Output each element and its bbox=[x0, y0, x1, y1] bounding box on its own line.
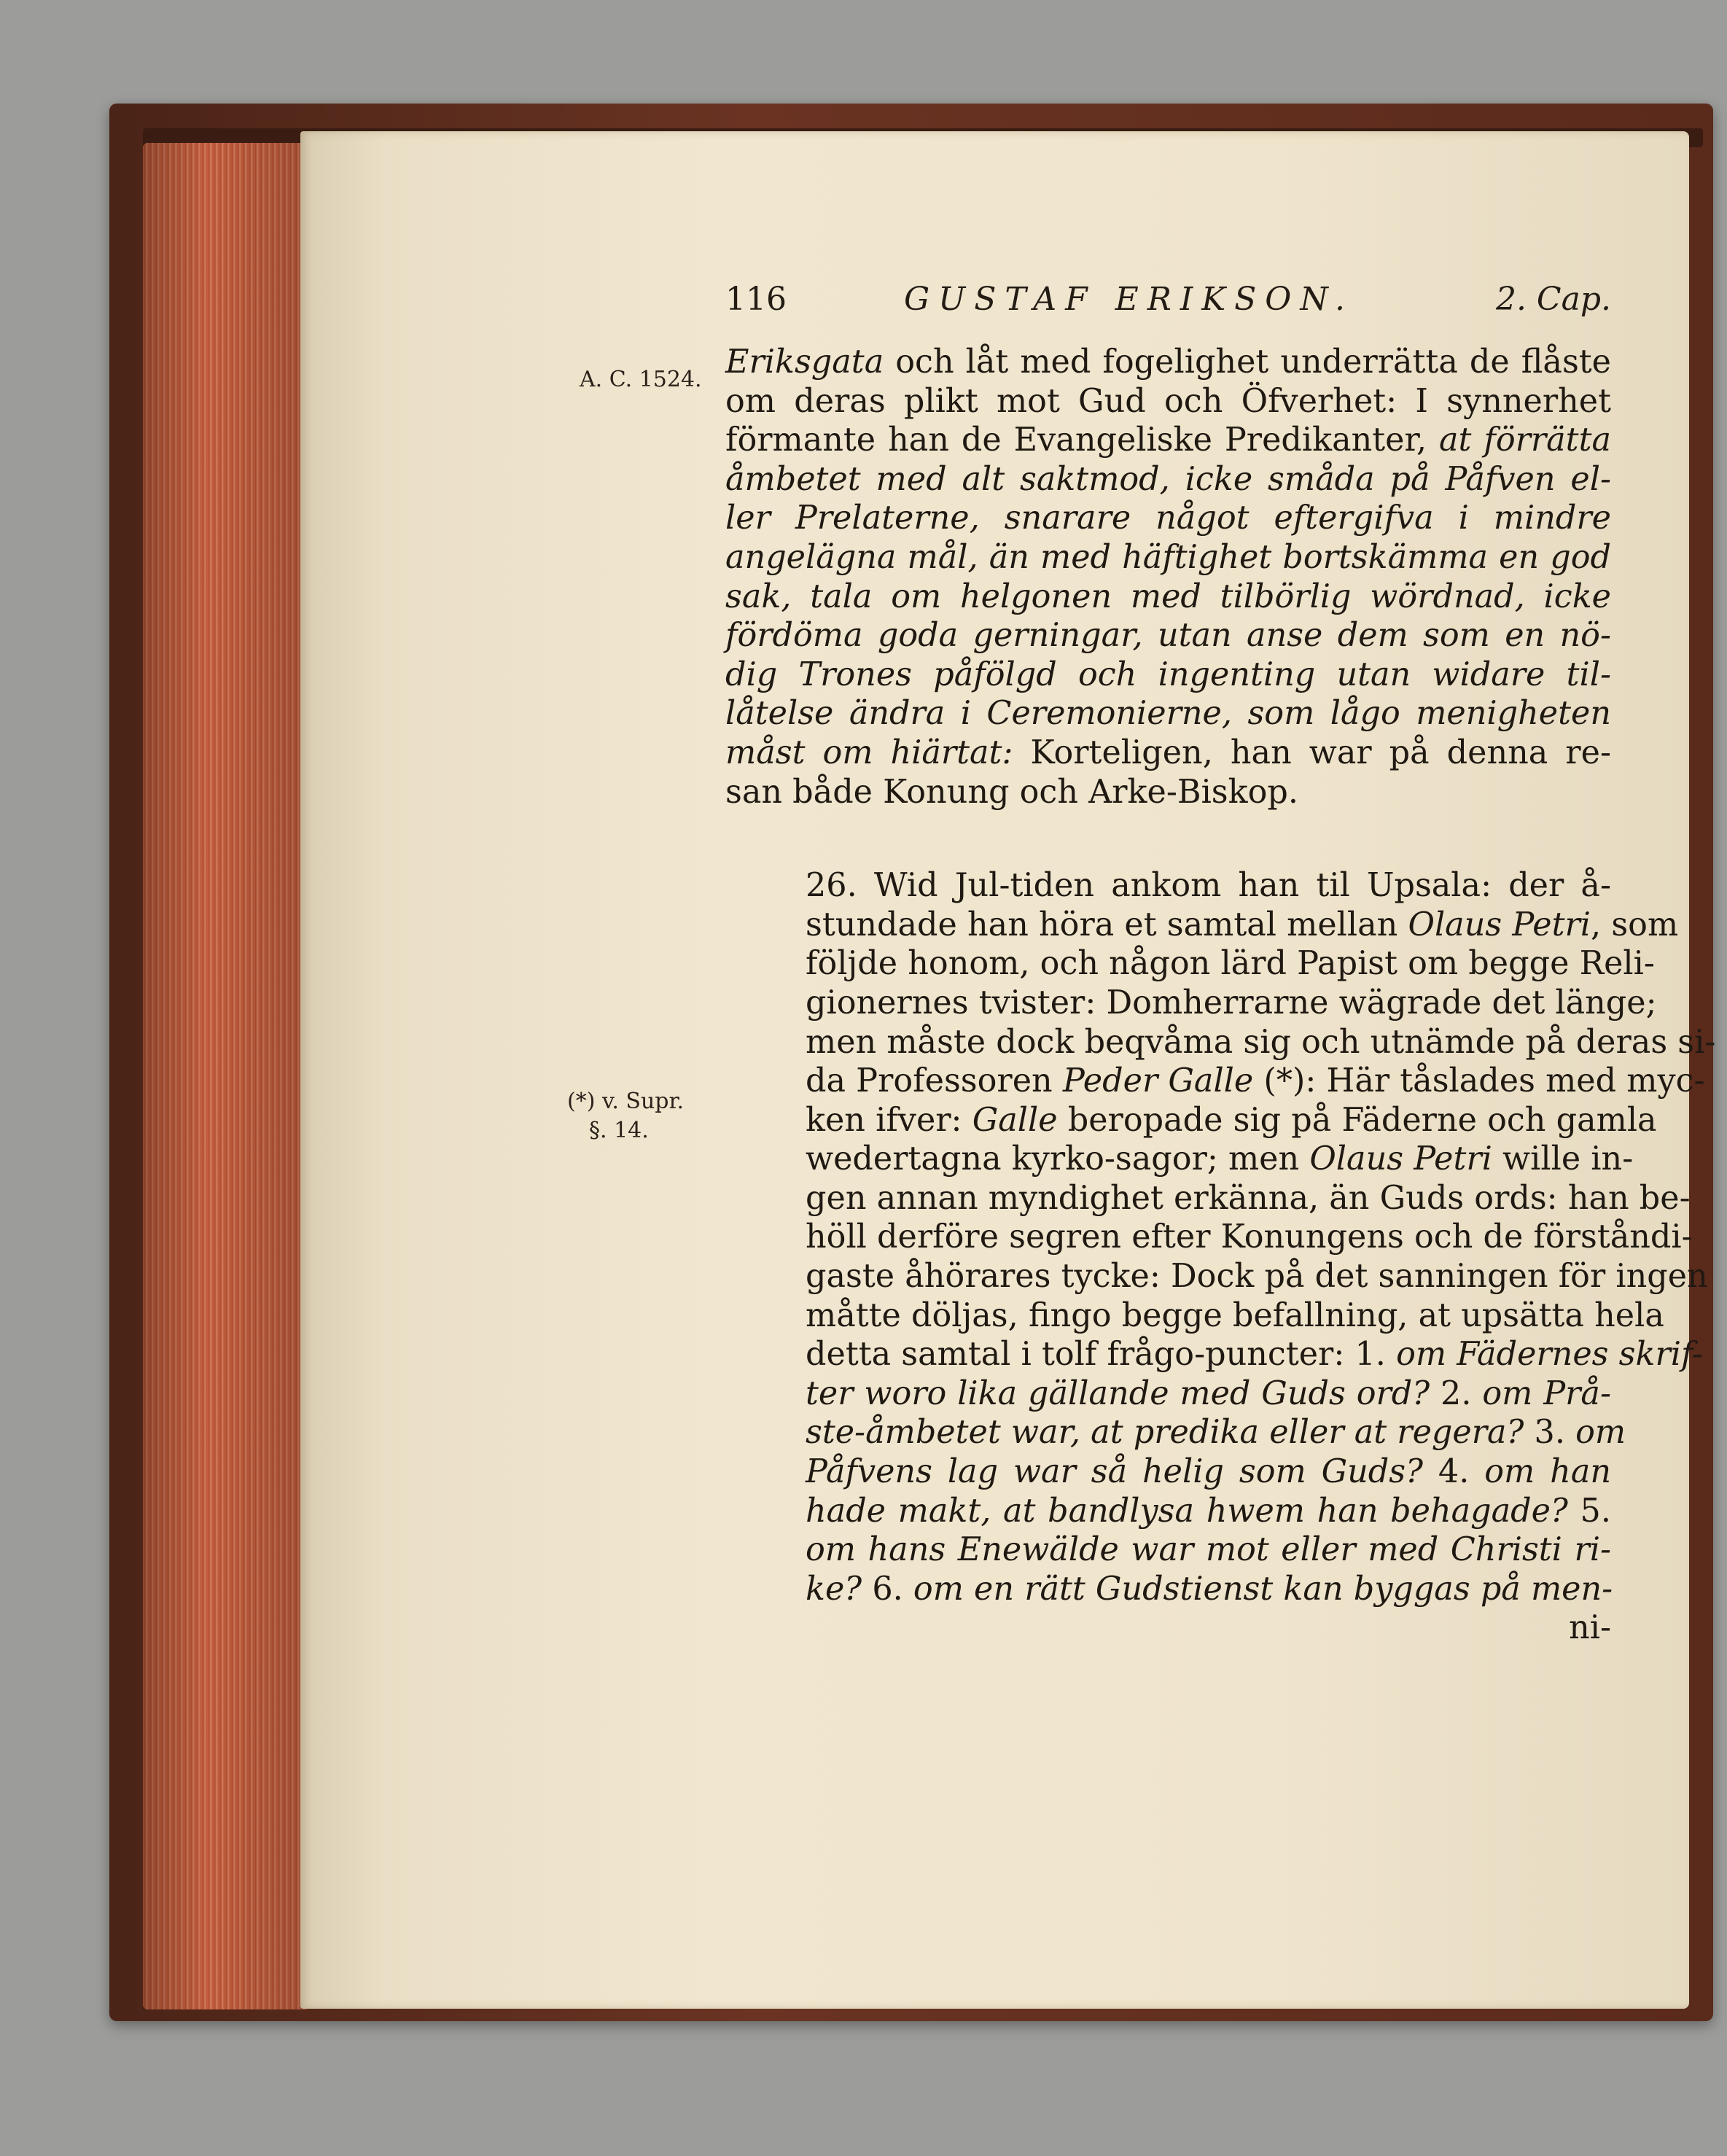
body-text bbox=[725, 343, 1716, 1648]
text-line: Eriksgata och låt med fogelighet underrätta de flåste bbox=[725, 343, 1611, 381]
text-line: wedertagna kyrko-sagor; men Olaus Petri wille in- bbox=[806, 1140, 1634, 1178]
paragraph-1 bbox=[725, 343, 1611, 812]
page-number: 116 bbox=[725, 281, 787, 318]
text-line: sak, tala om helgonen med tilbörlig wördnad, icke bbox=[725, 577, 1611, 615]
text-line: förmante han de Evangeliske Predikanter, at förrätta bbox=[725, 421, 1611, 459]
text-line: måtte döljas, fingo begge befallning, at upsätta hela bbox=[806, 1296, 1664, 1334]
text-line: men måste dock beqvåma sig och utnämde på deras si- bbox=[806, 1023, 1716, 1061]
text-line: Påfvens lag war så helig som Guds? 4. om han bbox=[806, 1453, 1612, 1491]
text-line: låtelse ändra i Ceremonierne, som lågo menigheten bbox=[725, 695, 1611, 733]
text-line: dig Trones påfölgd och ingenting utan widare til- bbox=[725, 655, 1611, 693]
chapter-label: 2. Cap. bbox=[1495, 281, 1611, 318]
text-line: ke? 6. om en rätt Gudstienst kan byggas på men- bbox=[806, 1570, 1613, 1608]
text-line: 26. Wid Jul-tiden ankom han til Upsala: der å- bbox=[806, 867, 1611, 905]
text-line: åmbetet med alt saktmod, icke småda på Påfven el- bbox=[725, 460, 1611, 498]
text-line: följde honom, och någon lärd Papist om begge Reli- bbox=[806, 945, 1655, 983]
text-line: gen annan myndighet erkänna, än Guds ords: han be- bbox=[806, 1179, 1691, 1217]
running-title: GUSTAF ERIKSON. bbox=[904, 281, 1354, 318]
paragraph-2 bbox=[725, 866, 1716, 1608]
text-line: ter woro lika gällande med Guds ord? 2. om Prå- bbox=[806, 1374, 1611, 1412]
margin-note-year: A. C. 1524. bbox=[580, 367, 702, 392]
text-line: måst om hiärtat: Korteligen, han war på denna re- bbox=[725, 733, 1611, 771]
running-head bbox=[725, 281, 1611, 324]
text-line: ste-åmbetet war, at predika eller at regera? 3. om bbox=[806, 1414, 1626, 1452]
text-line: gionernes tvister: Domherrarne wägrade det länge; bbox=[806, 984, 1657, 1021]
margin-note-reference-section: §. 14. bbox=[589, 1118, 649, 1143]
text-line: gaste åhörares tycke: Dock på det sanningen för ingen bbox=[806, 1258, 1708, 1296]
text-line: hade makt, at bandlysa hwem han behagade? 5. bbox=[806, 1492, 1611, 1530]
text-line: om deras plikt mot Gud och Öfverhet: I synnerhet bbox=[725, 382, 1611, 420]
text-line: san både Konung och Arke-Biskop. bbox=[725, 773, 1299, 811]
text-line: ler Prelaterne, snarare något eftergifva i mindre bbox=[725, 499, 1611, 537]
catchword: ni- bbox=[1569, 1609, 1611, 1647]
margin-note-reference: (*) v. Supr. bbox=[567, 1089, 685, 1114]
text-line: fördöma goda gerningar, utan anse dem som en nö- bbox=[725, 617, 1611, 655]
text-line: ken ifver: Galle beropade sig på Fäderne och gamla bbox=[806, 1101, 1657, 1139]
text-line: detta samtal i tolf frågo-puncter: 1. om Fädernes skrif- bbox=[806, 1336, 1703, 1374]
text-line: da Professoren Peder Galle (*): Här tåslades med myc- bbox=[806, 1062, 1705, 1100]
text-line: stundade han höra et samtal mellan Olaus Petri, som bbox=[806, 906, 1679, 943]
text-line: höll derföre segren efter Konungens och de förståndi- bbox=[806, 1218, 1693, 1256]
text-line: om hans Enewälde war mot eller med Christi ri- bbox=[806, 1531, 1611, 1569]
text-line: angelägna mål, än med häftighet bortskämma en god bbox=[725, 538, 1611, 576]
page-edges bbox=[143, 143, 307, 2009]
